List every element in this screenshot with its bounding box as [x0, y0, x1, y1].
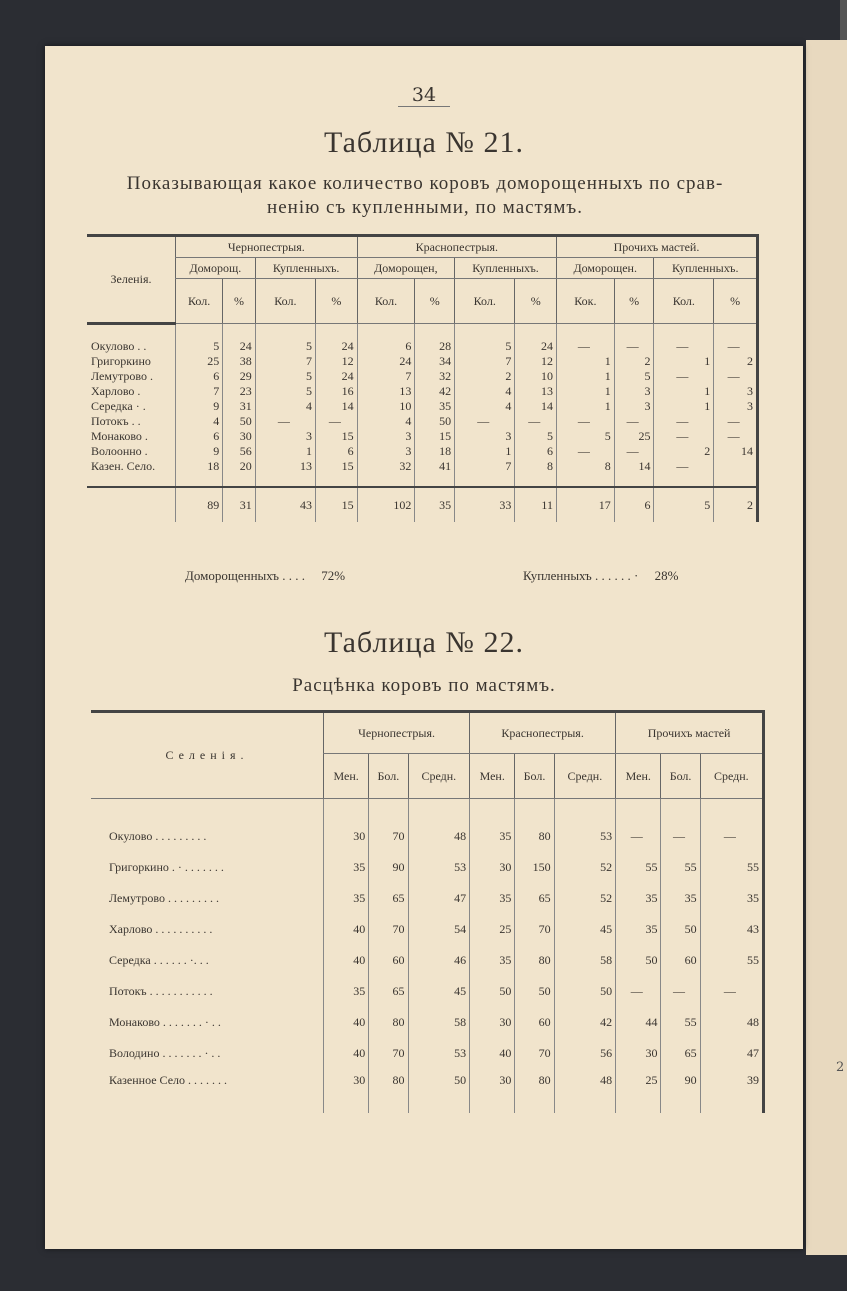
table-cell: 6	[316, 444, 358, 459]
settlement-name: Волоонно .	[91, 444, 148, 458]
total-cell: 5	[654, 487, 714, 522]
total-cell: 31	[223, 487, 256, 522]
table-cell: —	[455, 414, 515, 429]
settlement-name: Казен. Село.	[91, 459, 156, 473]
table-cell: —	[714, 414, 758, 429]
total-cell: 17	[556, 487, 614, 522]
table-cell: 5	[515, 429, 557, 444]
table-cell: 54	[408, 914, 470, 945]
table-cell: 7	[455, 459, 515, 474]
table-cell: 24	[223, 339, 256, 354]
column-header: Кол.	[357, 279, 415, 324]
table-row	[87, 444, 758, 459]
column-header: Мен.	[324, 754, 369, 799]
table-cell: 4	[455, 384, 515, 399]
table-cell: 3	[255, 429, 315, 444]
table-cell: 2	[614, 354, 654, 369]
table21-subtitle: Показывающая какое количество коровъ доморощенныхъ по срав- ненію съ купленными, по мастямъ.	[126, 173, 724, 218]
table-cell: 58	[408, 1007, 470, 1038]
settlement-name: Потокъ . .	[91, 414, 141, 428]
table-cell: 35	[470, 821, 515, 852]
table-cell: 30	[470, 852, 515, 883]
table-cell: 15	[316, 429, 358, 444]
settlement-name: Григоркино . · . . . . . . .	[109, 860, 224, 874]
column-header: Кол.	[455, 279, 515, 324]
table-cell: —	[654, 414, 714, 429]
table-cell: 15	[415, 429, 455, 444]
table-cell: 35	[324, 852, 369, 883]
table-cell: 24	[357, 354, 415, 369]
table-cell: 47	[408, 883, 470, 914]
table-cell: 3	[614, 384, 654, 399]
table-cell: 34	[415, 354, 455, 369]
table-cell: 12	[515, 354, 557, 369]
table-cell: 4	[357, 414, 415, 429]
settlement-name: Харлово . . . . . . . . . .	[109, 922, 213, 936]
table-cell: 1	[556, 384, 614, 399]
group-header: Краснопестрыя.	[357, 236, 556, 258]
table-cell: 50	[554, 976, 616, 1007]
table-cell: 35	[470, 945, 515, 976]
table-cell: 80	[515, 945, 554, 976]
total-cell: 43	[255, 487, 315, 522]
table-cell: 55	[700, 945, 763, 976]
table-cell: 35	[616, 883, 661, 914]
table-cell: —	[316, 414, 358, 429]
table-cell: 1	[556, 369, 614, 384]
table-cell: 5	[255, 339, 315, 354]
table-cell: 20	[223, 459, 256, 474]
table-cell: 25	[470, 914, 515, 945]
table-cell: 65	[369, 883, 408, 914]
table-cell: 6	[176, 369, 223, 384]
table-cell: 41	[415, 459, 455, 474]
table-cell: 50	[408, 1069, 470, 1113]
table-row	[87, 369, 758, 384]
table-row	[91, 821, 764, 852]
table-cell: —	[714, 339, 758, 354]
table-cell: 35	[661, 883, 700, 914]
table-cell: 2	[455, 369, 515, 384]
table-cell: 5	[176, 339, 223, 354]
table-cell: 38	[223, 354, 256, 369]
settlement-header: Селенія.	[91, 712, 324, 799]
table-cell: 65	[369, 976, 408, 1007]
table-cell: 25	[176, 354, 223, 369]
total-cell: 102	[357, 487, 415, 522]
table-cell: 15	[316, 459, 358, 474]
table-cell: 7	[176, 384, 223, 399]
table-cell: 4	[455, 399, 515, 414]
table-cell: 24	[316, 339, 358, 354]
table-cell: 3	[357, 444, 415, 459]
table-cell: 30	[223, 429, 256, 444]
total-cell: 33	[455, 487, 515, 522]
table-row	[91, 976, 764, 1007]
table-row	[91, 945, 764, 976]
table-cell: 50	[616, 945, 661, 976]
table-cell: 25	[614, 429, 654, 444]
summary-bought: Купленныхъ . . . . . . · 28%	[523, 568, 679, 583]
table-cell: 35	[700, 883, 763, 914]
column-header: %	[415, 279, 455, 324]
table-cell: 1	[654, 354, 714, 369]
margin-mark: 2	[836, 1060, 845, 1075]
table-row	[91, 883, 764, 914]
table-cell: 14	[714, 444, 758, 459]
column-header: %	[714, 279, 758, 324]
settlement-name: Григоркино	[91, 354, 151, 368]
group-header: Прочихъ мастей	[616, 712, 764, 754]
table-cell: —	[614, 339, 654, 354]
table-cell: 3	[714, 384, 758, 399]
table-cell: 32	[415, 369, 455, 384]
table22-subtitle: Расцѣнка коровъ по мастямъ.	[292, 675, 556, 696]
column-header: Мен.	[470, 754, 515, 799]
table-cell: 5	[556, 429, 614, 444]
table-cell: 150	[515, 852, 554, 883]
table-cell: —	[654, 339, 714, 354]
page-number: 34	[45, 84, 803, 106]
table-cell: —	[616, 821, 661, 852]
table-cell: 45	[408, 976, 470, 1007]
table21	[87, 234, 759, 522]
total-cell: 89	[176, 487, 223, 522]
settlement-name: Окулово . .	[91, 339, 147, 353]
table-cell: 80	[369, 1007, 408, 1038]
table-cell: 50	[470, 976, 515, 1007]
table22-title: Таблица № 22.	[324, 626, 524, 659]
table-cell: 1	[654, 399, 714, 414]
table-row	[91, 1038, 764, 1069]
table-cell: 8	[556, 459, 614, 474]
table-cell: 9	[176, 399, 223, 414]
table-cell: 35	[324, 883, 369, 914]
table-cell: 5	[614, 369, 654, 384]
table-cell: 2	[714, 354, 758, 369]
table-cell: 70	[515, 1038, 554, 1069]
table-cell: 29	[223, 369, 256, 384]
column-header: Бол.	[661, 754, 700, 799]
table-cell: —	[556, 339, 614, 354]
table-cell: 48	[408, 821, 470, 852]
table-cell: 1	[255, 444, 315, 459]
settlement-name: Середка . . . . . . ·. . .	[109, 953, 209, 967]
table-cell: 5	[255, 384, 315, 399]
table-cell: 80	[369, 1069, 408, 1113]
table-cell: 65	[661, 1038, 700, 1069]
table-cell: —	[661, 976, 700, 1007]
table-cell: 1	[556, 399, 614, 414]
table-cell: 35	[470, 883, 515, 914]
settlement-name: Окулово . . . . . . . . .	[109, 829, 207, 843]
settlement-name: Володино . . . . . . . · . .	[109, 1046, 221, 1060]
table-cell: 5	[255, 369, 315, 384]
subgroup-header: Доморощен.	[556, 258, 653, 279]
settlement-name: Харлово .	[91, 384, 141, 398]
settlement-name: Лемутрово . . . . . . . . .	[109, 891, 219, 905]
table-cell: —	[654, 369, 714, 384]
table-cell: 65	[515, 883, 554, 914]
table-cell: 50	[223, 414, 256, 429]
table-cell: —	[714, 429, 758, 444]
subgroup-header: Купленныхъ.	[654, 258, 758, 279]
table-cell: —	[700, 976, 763, 1007]
table-cell: 13	[255, 459, 315, 474]
table-cell: 60	[661, 945, 700, 976]
column-header: Средн.	[554, 754, 616, 799]
column-header: Мен.	[616, 754, 661, 799]
table-cell: 7	[455, 354, 515, 369]
table-row	[87, 354, 758, 369]
table-cell: 47	[700, 1038, 763, 1069]
settlement-name: Лемутрово .	[91, 369, 153, 383]
table-cell: 3	[455, 429, 515, 444]
table-row	[87, 384, 758, 399]
table-cell: —	[700, 821, 763, 852]
table-cell: 35	[415, 399, 455, 414]
table-cell: 14	[515, 399, 557, 414]
table-cell: 44	[616, 1007, 661, 1038]
total-cell: 35	[415, 487, 455, 522]
table-cell: 32	[357, 459, 415, 474]
table-cell: 50	[415, 414, 455, 429]
column-header: Бол.	[515, 754, 554, 799]
group-header: Краснопестрыя.	[470, 712, 616, 754]
table-cell: 18	[415, 444, 455, 459]
table-row	[87, 339, 758, 354]
table-cell: 60	[369, 945, 408, 976]
table-cell: 10	[357, 399, 415, 414]
settlement-header: Зеленія.	[87, 236, 176, 324]
column-header: Средн.	[700, 754, 763, 799]
table-cell: 35	[324, 976, 369, 1007]
table-cell: 55	[661, 1007, 700, 1038]
totals-row	[87, 487, 758, 522]
table-cell: —	[515, 414, 557, 429]
table-cell: 1	[455, 444, 515, 459]
table-row	[91, 1069, 764, 1113]
table-cell: 6	[176, 429, 223, 444]
table-cell: 16	[316, 384, 358, 399]
subgroup-header: Купленныхъ.	[455, 258, 557, 279]
table-cell: 10	[515, 369, 557, 384]
table-cell: 39	[700, 1069, 763, 1113]
table-cell: 52	[554, 852, 616, 883]
table-cell: 25	[616, 1069, 661, 1113]
total-cell: 15	[316, 487, 358, 522]
table-cell: 55	[700, 852, 763, 883]
table-cell: 14	[316, 399, 358, 414]
table-cell: 30	[324, 1069, 369, 1113]
table-row	[87, 399, 758, 414]
table-cell: 53	[554, 821, 616, 852]
table-cell: 70	[369, 821, 408, 852]
table-cell: 5	[455, 339, 515, 354]
table-cell: —	[556, 444, 614, 459]
table-cell: 70	[515, 914, 554, 945]
table-cell: 48	[700, 1007, 763, 1038]
table-cell: 80	[515, 1069, 554, 1113]
table-cell: 43	[700, 914, 763, 945]
table-cell: 53	[408, 852, 470, 883]
table-cell: 6	[515, 444, 557, 459]
table-cell: 4	[255, 399, 315, 414]
table-cell: 40	[324, 1007, 369, 1038]
table-cell: 31	[223, 399, 256, 414]
table-cell: 58	[554, 945, 616, 976]
table-cell: 9	[176, 444, 223, 459]
settlement-name: Потокъ . . . . . . . . . . .	[109, 984, 213, 998]
table-cell: 13	[515, 384, 557, 399]
table-cell: 1	[556, 354, 614, 369]
table22	[91, 710, 765, 1113]
total-cell: 11	[515, 487, 557, 522]
total-cell: 6	[614, 487, 654, 522]
column-header: Кол.	[176, 279, 223, 324]
column-header: %	[515, 279, 557, 324]
table-cell: 40	[324, 1038, 369, 1069]
table-cell: 18	[176, 459, 223, 474]
settlement-name: Монаково . . . . . . . · . .	[109, 1015, 221, 1029]
table-cell: 24	[316, 369, 358, 384]
table-cell: 45	[554, 914, 616, 945]
table-row	[91, 852, 764, 883]
table-cell: 90	[661, 1069, 700, 1113]
table-cell: 28	[415, 339, 455, 354]
table-row	[87, 414, 758, 429]
column-header: Кол.	[654, 279, 714, 324]
table-cell: 23	[223, 384, 256, 399]
table-cell: 3	[714, 399, 758, 414]
table-cell: 42	[554, 1007, 616, 1038]
table-cell: 70	[369, 914, 408, 945]
table-cell: 1	[654, 384, 714, 399]
column-header: %	[316, 279, 358, 324]
book-page	[45, 46, 803, 1249]
table-cell: 70	[369, 1038, 408, 1069]
table-cell: —	[616, 976, 661, 1007]
table-cell: 30	[616, 1038, 661, 1069]
table-cell: 30	[324, 821, 369, 852]
table-cell: 3	[614, 399, 654, 414]
column-header: Средн.	[408, 754, 470, 799]
table-row	[91, 914, 764, 945]
table-cell: 50	[661, 914, 700, 945]
table-cell: 55	[616, 852, 661, 883]
column-header: Кол.	[255, 279, 315, 324]
table-cell: 40	[470, 1038, 515, 1069]
table-cell: 56	[223, 444, 256, 459]
group-header: Прочихъ мастей.	[556, 236, 757, 258]
table-cell: —	[714, 369, 758, 384]
table-cell: —	[614, 414, 654, 429]
table-cell: —	[654, 429, 714, 444]
table-cell: 48	[554, 1069, 616, 1113]
table-cell: 42	[415, 384, 455, 399]
column-header: Кок.	[556, 279, 614, 324]
table-cell	[714, 459, 758, 474]
table-cell: 90	[369, 852, 408, 883]
table-cell: 53	[408, 1038, 470, 1069]
table-row	[87, 459, 758, 474]
total-cell: 2	[714, 487, 758, 522]
group-header: Чернопестрыя.	[324, 712, 470, 754]
subgroup-header: Доморощ.	[176, 258, 256, 279]
table-cell: 40	[324, 945, 369, 976]
table-cell: 55	[661, 852, 700, 883]
table-cell: 12	[316, 354, 358, 369]
subgroup-header: Доморощен,	[357, 258, 454, 279]
table-cell: 80	[515, 821, 554, 852]
table-cell: 13	[357, 384, 415, 399]
table-cell: 35	[616, 914, 661, 945]
table-cell: —	[614, 444, 654, 459]
table-row	[87, 429, 758, 444]
table-cell: 30	[470, 1069, 515, 1113]
summary-domestic: Доморощенныхъ . . . . 72%	[185, 568, 346, 583]
table-cell: 50	[515, 976, 554, 1007]
table-cell: 56	[554, 1038, 616, 1069]
table-cell: —	[654, 459, 714, 474]
table-cell: 52	[554, 883, 616, 914]
column-header: %	[223, 279, 256, 324]
table-cell: 3	[357, 429, 415, 444]
table-cell: 6	[357, 339, 415, 354]
table-cell: 4	[176, 414, 223, 429]
settlement-name: Монаково .	[91, 429, 148, 443]
settlement-name: Середка · .	[91, 399, 146, 413]
table-cell: 8	[515, 459, 557, 474]
table-cell: 24	[515, 339, 557, 354]
table-cell: 7	[357, 369, 415, 384]
table-cell: 30	[470, 1007, 515, 1038]
table-cell: —	[556, 414, 614, 429]
table-cell: 14	[614, 459, 654, 474]
column-header: Бол.	[369, 754, 408, 799]
table21-title: Таблица № 21.	[324, 126, 524, 159]
settlement-name: Казенное Село . . . . . . .	[109, 1073, 228, 1087]
table-cell: 7	[255, 354, 315, 369]
table-cell: 2	[654, 444, 714, 459]
table-cell: 40	[324, 914, 369, 945]
table-cell: —	[255, 414, 315, 429]
table-cell: 60	[515, 1007, 554, 1038]
table-cell: 46	[408, 945, 470, 976]
table-row	[91, 1007, 764, 1038]
column-header: %	[614, 279, 654, 324]
subgroup-header: Купленныхъ.	[255, 258, 357, 279]
group-header: Чернопестрыя.	[176, 236, 358, 258]
adjacent-page-edge	[806, 40, 847, 1255]
table-cell: —	[661, 821, 700, 852]
